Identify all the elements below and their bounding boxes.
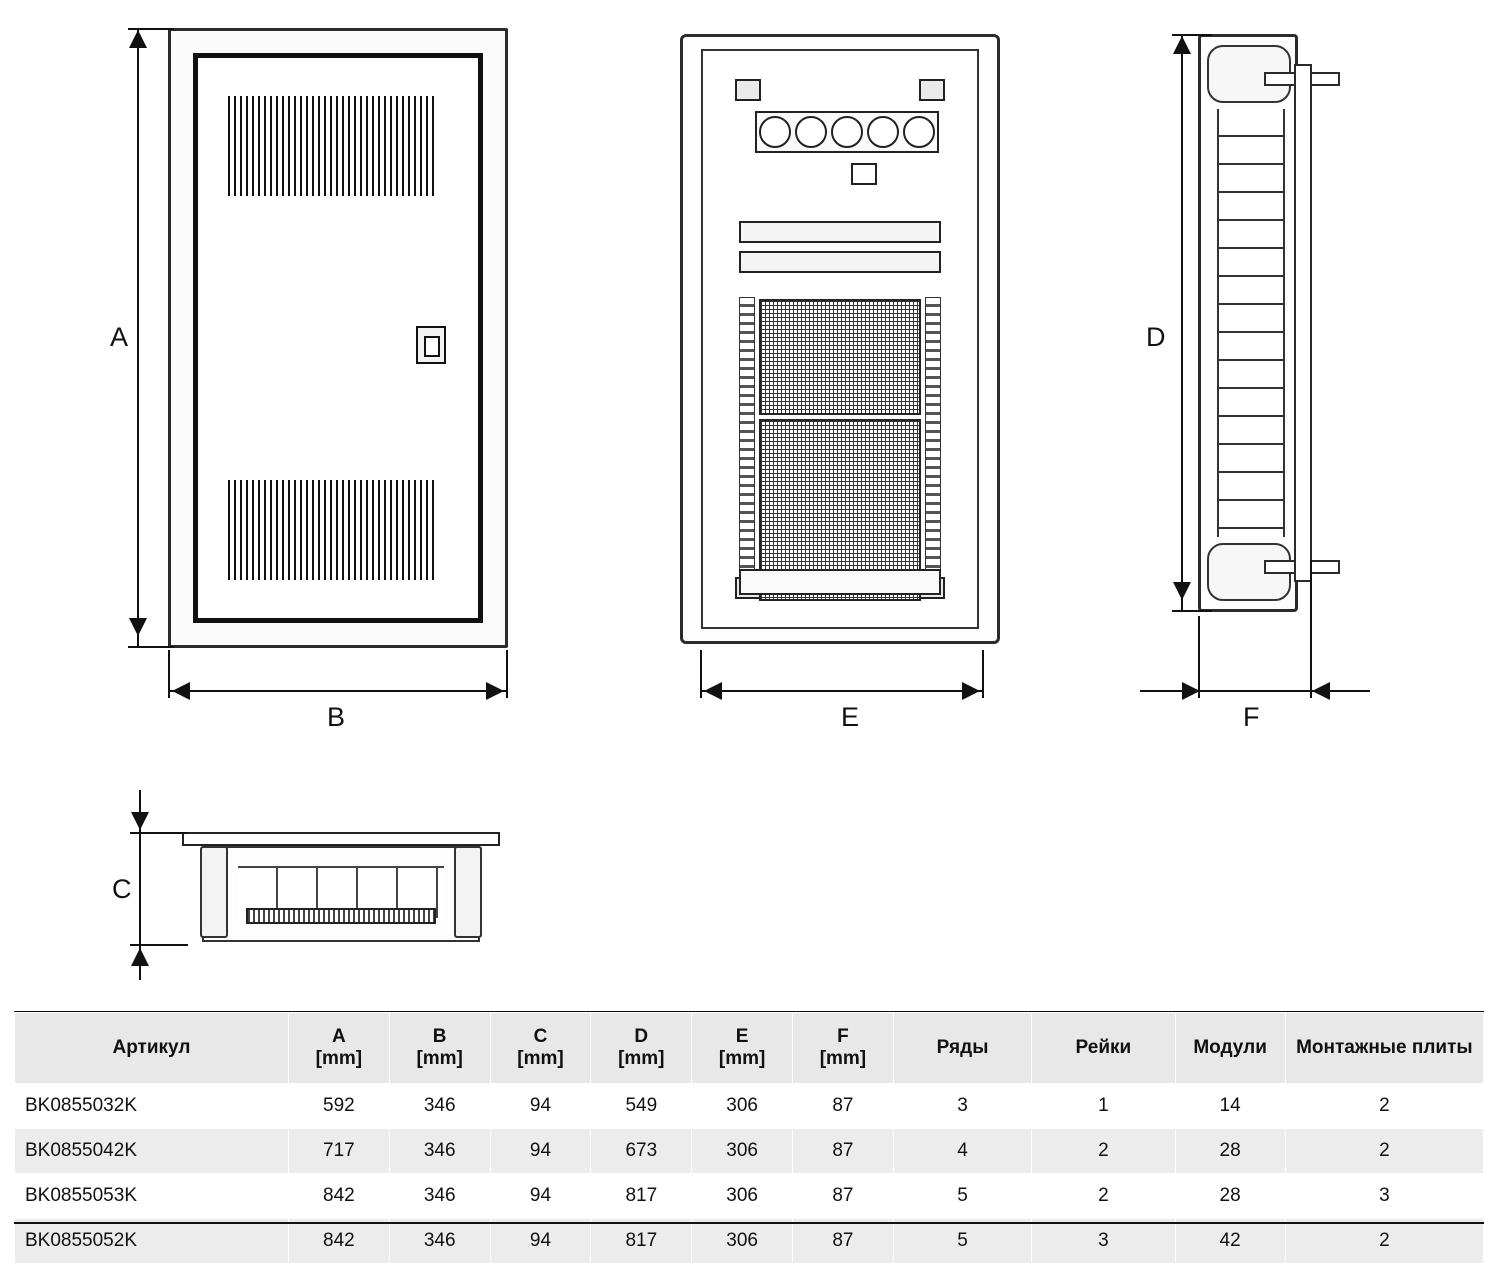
table-row (15, 1129, 1484, 1174)
col-header-modules (1175, 1013, 1285, 1084)
col-header-e-unit: [mm] (718, 1048, 766, 1069)
cell-article: BK0855053K (15, 1174, 289, 1219)
front-door-view (168, 28, 508, 648)
col-header-f (793, 1013, 894, 1084)
door-outer-frame (168, 28, 508, 648)
cell-b: 346 (389, 1084, 490, 1129)
din-rail-upper (739, 221, 941, 243)
col-header-d-unit: [mm] (618, 1048, 665, 1069)
dimension-b-arrow-left (172, 682, 190, 700)
cell-a: 842 (288, 1174, 389, 1219)
cell-d: 817 (591, 1219, 692, 1264)
cell-article: BK0855052K (15, 1219, 289, 1264)
table-header-row (15, 1013, 1484, 1084)
table-row (15, 1219, 1484, 1264)
cell-c: 94 (490, 1174, 591, 1219)
dimension-e-arrow-right (962, 682, 980, 700)
din-rail-lower (739, 251, 941, 273)
cell-a: 717 (288, 1129, 389, 1174)
table-head (15, 1013, 1484, 1084)
knockout-circle-icon (867, 116, 899, 148)
cell-modules: 28 (1175, 1129, 1285, 1174)
col-header-d-label: D (634, 1026, 649, 1048)
cell-f: 87 (793, 1129, 894, 1174)
dimension-e-line (700, 690, 984, 692)
col-header-c (490, 1013, 591, 1084)
side-rib-pattern (1217, 109, 1285, 537)
door-inner-frame (193, 53, 483, 623)
col-header-d (591, 1013, 692, 1084)
cell-rows: 3 (893, 1084, 1031, 1129)
col-header-b-unit: [mm] (416, 1048, 463, 1069)
interior-view (680, 34, 1000, 644)
col-header-a-unit: [mm] (315, 1048, 363, 1069)
cell-e: 306 (692, 1219, 793, 1264)
side-profile-body (1198, 34, 1298, 612)
section-end-cap-right (454, 846, 482, 938)
dimension-a-line (137, 28, 139, 646)
side-perforation-left (739, 297, 755, 571)
cell-mount-plates: 2 (1285, 1084, 1483, 1129)
dimension-d-extension-bottom (1172, 610, 1212, 612)
table-body (15, 1084, 1484, 1264)
dimension-a-extension-bottom (128, 646, 174, 648)
col-header-b-label: B (432, 1026, 447, 1048)
cell-rows: 4 (893, 1129, 1031, 1174)
cell-b: 346 (389, 1174, 490, 1219)
col-header-a (288, 1013, 389, 1084)
dimension-f-line (1140, 690, 1370, 692)
dimension-a-arrow-bottom (129, 618, 147, 636)
section-body (202, 846, 480, 942)
table-row (15, 1084, 1484, 1129)
door-vent-top (228, 96, 438, 196)
cell-c: 94 (490, 1129, 591, 1174)
col-header-b (389, 1013, 490, 1084)
cell-rails: 1 (1032, 1084, 1175, 1129)
door-vent-bottom (228, 480, 438, 580)
col-header-a-label: A (331, 1026, 346, 1048)
dimension-e-arrow-left (704, 682, 722, 700)
cell-modules: 42 (1175, 1219, 1285, 1264)
cell-f: 87 (793, 1219, 894, 1264)
dimension-label-d: D (1146, 322, 1166, 352)
cell-d: 549 (591, 1084, 692, 1129)
col-header-modules-label: Модули (1193, 1037, 1267, 1059)
dimension-b-arrow-right (486, 682, 504, 700)
cell-modules: 14 (1175, 1084, 1285, 1129)
col-header-mount-plates-label: Монтажные плиты (1296, 1037, 1473, 1059)
cell-rails: 2 (1032, 1129, 1175, 1174)
cell-d: 817 (591, 1174, 692, 1219)
dimension-f-arrow-right (1312, 682, 1330, 700)
col-header-article (15, 1013, 289, 1084)
col-header-e (692, 1013, 793, 1084)
cell-rails: 2 (1032, 1174, 1175, 1219)
dimension-c-arrow-top (131, 812, 149, 830)
col-header-f-unit: [mm] (819, 1048, 867, 1069)
cabinet-inner-frame (701, 49, 979, 629)
dimension-c-arrow-bottom (131, 948, 149, 966)
cell-mount-plates: 2 (1285, 1129, 1483, 1174)
dimension-f-extension-right (1310, 560, 1312, 698)
cell-a: 592 (288, 1084, 389, 1129)
cell-c: 94 (490, 1219, 591, 1264)
table-row (15, 1174, 1484, 1219)
knockout-circle-icon (795, 116, 827, 148)
dimension-label-e: E (841, 702, 860, 732)
corner-clip-top-right (919, 79, 945, 101)
knockout-circle-icon (759, 116, 791, 148)
col-header-e-label: E (735, 1026, 749, 1048)
col-header-rails (1032, 1013, 1175, 1084)
cell-article: BK0855032K (15, 1084, 289, 1129)
mounting-plate-upper (759, 299, 921, 415)
dimension-d-arrow-bottom (1173, 582, 1191, 600)
cell-mount-plates: 2 (1285, 1219, 1483, 1264)
cell-f: 87 (793, 1174, 894, 1219)
cell-b: 346 (389, 1129, 490, 1174)
cell-f: 87 (793, 1084, 894, 1129)
cable-knockouts-group (755, 111, 939, 153)
cell-e: 306 (692, 1084, 793, 1129)
earth-terminal-icon (851, 163, 877, 185)
door-lock-icon (416, 326, 446, 364)
section-front-plate (182, 832, 500, 846)
cell-rows: 5 (893, 1174, 1031, 1219)
col-header-f-label: F (837, 1026, 849, 1048)
side-view (1198, 34, 1298, 612)
knockout-circle-icon (903, 116, 935, 148)
cell-rows: 5 (893, 1219, 1031, 1264)
cell-c: 94 (490, 1084, 591, 1129)
cabinet-shell (680, 34, 1000, 644)
top-section-view (182, 832, 500, 942)
col-header-article-label: Артикул (112, 1037, 191, 1059)
col-header-mount-plates (1285, 1013, 1483, 1084)
cell-e: 306 (692, 1129, 793, 1174)
col-header-rails-label: Рейки (1075, 1037, 1132, 1059)
cell-modules: 28 (1175, 1174, 1285, 1219)
col-header-c-label: C (533, 1026, 548, 1048)
bottom-mounting-bar (739, 569, 941, 595)
side-front-plate (1294, 64, 1312, 582)
knockout-circle-icon (831, 116, 863, 148)
dimension-a-arrow-top (129, 30, 147, 48)
cell-b: 346 (389, 1219, 490, 1264)
side-perforation-right (925, 297, 941, 571)
dimension-label-a: A (110, 322, 129, 352)
cell-d: 673 (591, 1129, 692, 1174)
table-bottom-rule (14, 1222, 1484, 1224)
cell-mount-plates: 3 (1285, 1174, 1483, 1219)
col-header-rows (893, 1013, 1031, 1084)
section-din-rail (246, 908, 436, 924)
cell-a: 842 (288, 1219, 389, 1264)
dimension-b-line (168, 690, 508, 692)
section-end-cap-left (200, 846, 228, 938)
spec-table (14, 1012, 1484, 1264)
corner-clip-top-left (735, 79, 761, 101)
specification-table (14, 1012, 1484, 1264)
dimension-d-line (1181, 34, 1183, 610)
dimension-label-f: F (1243, 702, 1260, 732)
col-header-c-unit: [mm] (517, 1048, 564, 1069)
col-header-rows-label: Ряды (936, 1037, 989, 1059)
dimension-label-c: C (112, 874, 132, 904)
dimension-label-b: B (327, 702, 346, 732)
cell-article: BK0855042K (15, 1129, 289, 1174)
dimension-d-arrow-top (1173, 36, 1191, 54)
cell-rails: 3 (1032, 1219, 1175, 1264)
dimension-f-arrow-left (1182, 682, 1200, 700)
cell-e: 306 (692, 1174, 793, 1219)
